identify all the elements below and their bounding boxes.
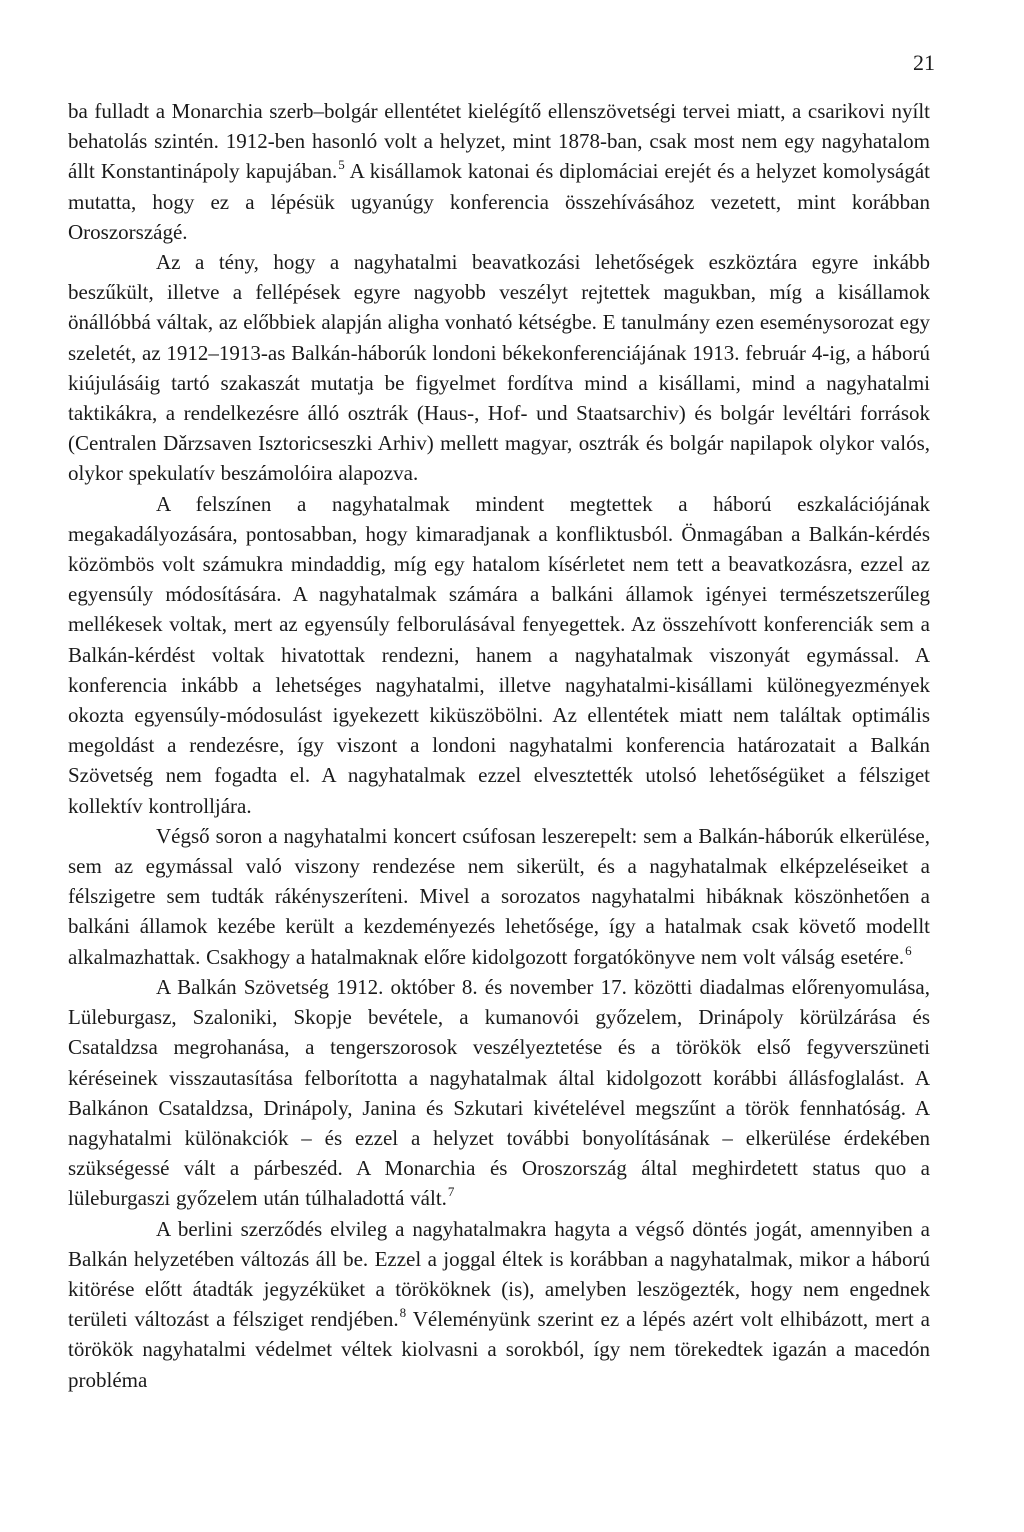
- paragraph: [68, 489, 930, 821]
- footnote-marker: 7: [447, 1184, 455, 1200]
- paragraph-text: Végső soron a nagyhatalmi koncert csúfosan leszerepelt: sem a Balkán-háborúk elkerülése, sem az egymással való viszony rendezése nem sikerült, és a nagyhatalmak elképzeléseiket a félszigetre sem tudták rákényszeríteni. Mivel a sorozatos nagyhatalmi hibáknak köszönhetően a balkáni államok kezébe került a kezdeményezés lehetősége, így a hatalmak csak követő modellt alkalmazhattak. Csakhogy a hatalmaknak előre kidolgozott forgatókönyve nem volt válság esetére.: [68, 823, 930, 969]
- paragraph-text: A Balkán Szövetség 1912. október 8. és november 17. közötti diadalmas előrenyomulása, Lüleburgasz, Szaloniki, Skopje bevétele, a kumanovói győzelem, Drinápoly körülzárása és Csataldzsa megrohanása, a tengerszorosok veszélyeztetése és a törökök első fegyverszüneti kéréseinek visszautasítása felborította a nagyhatalmak által kidolgozott korábbi állásfoglalást. A Balkánon Csataldzsa, Drinápoly, Janina és Szkutari kivételével megszűnt a török fennhatóság. A nagyhatalmi különakciók – és ezzel a helyzet további bonyolításának – elkerülése érdekében szükségessé vált a párbeszéd. A Monarchia és Oroszország által meghirdetett status quo a lüleburgaszi győzelem után túlhaladottá vált.: [68, 974, 930, 1211]
- footnote-marker: 6: [905, 942, 912, 958]
- paragraph: [68, 972, 930, 1214]
- footnote-marker: 5: [338, 157, 345, 173]
- paragraph: [68, 1214, 930, 1395]
- paragraph-text: A kisállamok katonai és diplomáciai erejét és a helyzet komolyságát mutatta, hogy ez a lépésük ugyanúgy konferencia összehívásához vezetett, mint korábban Oroszországé.: [68, 159, 930, 244]
- paragraph-text: A felszínen a nagyhatalmak mindent megtettek a háború eszkalációjának megakadályozására, pontosabban, hogy kimaradjanak a konfliktusból. Önmagában a Balkán-kérdés közömbös volt számukra mindaddig, míg egy hatalom kísérletet nem tett a beavatkozásra, ezzel az egyensúly módosítására. A nagyhatalmak számára a balkáni államok igényei természetszerűleg mellékesek voltak, mert az egyensúly felborulásával fenyegettek. Az összehívott konferenciák sem a Balkán-kérdést voltak hivatottak rendezni, hanem a nagyhatalmak viszonyát egymással. A konferencia inkább a lehetséges nagyhatalmi, illetve nagyhatalmi-kisállami különegyezmények okozta egyensúly-módosulást igyekezett kiküszöbölni. Az ellentétek miatt nem találtak optimális megoldást a rendezésre, így viszont a londoni nagyhatalmi konferencia határozatait a Balkán Szövetség nem fogadta el. A nagyhatalmak ezzel elvesztették utolsó lehetőségüket a félsziget kollektív kontrolljára.: [68, 491, 930, 818]
- paragraph: [68, 96, 930, 247]
- page-number: 21: [913, 50, 935, 75]
- footnote-marker: 8: [399, 1305, 407, 1321]
- paragraph-text: A berlini szerződés elvileg a nagyhatalmakra hagyta a végső döntés jogát, amennyiben a Balkán helyzetében változás áll be. Ezzel a joggal éltek is korábban a nagyhatalmak, mikor a háború kitörése előtt átadták jegyzéküket a törököknek (is), amelyben leszögezték, hogy nem engednek területi változást a félsziget rendjében.: [68, 1216, 930, 1332]
- paragraph-text: ba fulladt a Monarchia szerb–bolgár ellentétet kielégítő ellenszövetségi tervei miatt, a csarikovi nyílt behatolás szintén. 1912-ben hasonló volt a helyzet, mint 1878-ban, csak most nem egy nagyhatalom állt Konstantinápoly kapujában.: [68, 99, 930, 184]
- paragraph-text: Véleményünk szerint ez a lépés azért volt elhibázott, mert a törökök nagyhatalmi védelmet véltek kiolvasni a sorokból, így nem törekedtek igazán a macedón probléma: [68, 1307, 930, 1392]
- paragraph: [68, 247, 930, 489]
- paragraph: [68, 821, 930, 972]
- paragraph-text: Az a tény, hogy a nagyhatalmi beavatkozási lehetőségek eszköztára egyre inkább beszűkült, illetve a fellépések egyre nagyobb veszélyt rejtettek magukban, míg a kisállamok önállóbbá váltak, az előbbiek alapján aligha vonható kétségbe. E tanulmány ezen eseménysorozat egy szeletét, az 1912–1913-as Balkán-háborúk londoni békekonferenciájának 1913. február 4-ig, a háború kiújulásáig tartó szakaszát mutatja be figyelmet fordítva mind a kisállami, mind a nagyhatalmi taktikákra, a rendelkezésre álló osztrák (Haus-, Hof- und Staatsarchiv) és bolgár levéltári források (Centralen Dǎrzsaven Isztoricseszki Arhiv) mellett magyar, osztrák és bolgár napilapok olykor valós, olykor spekulatív beszámolóira alapozva.: [68, 250, 931, 486]
- body-text: [68, 96, 930, 1395]
